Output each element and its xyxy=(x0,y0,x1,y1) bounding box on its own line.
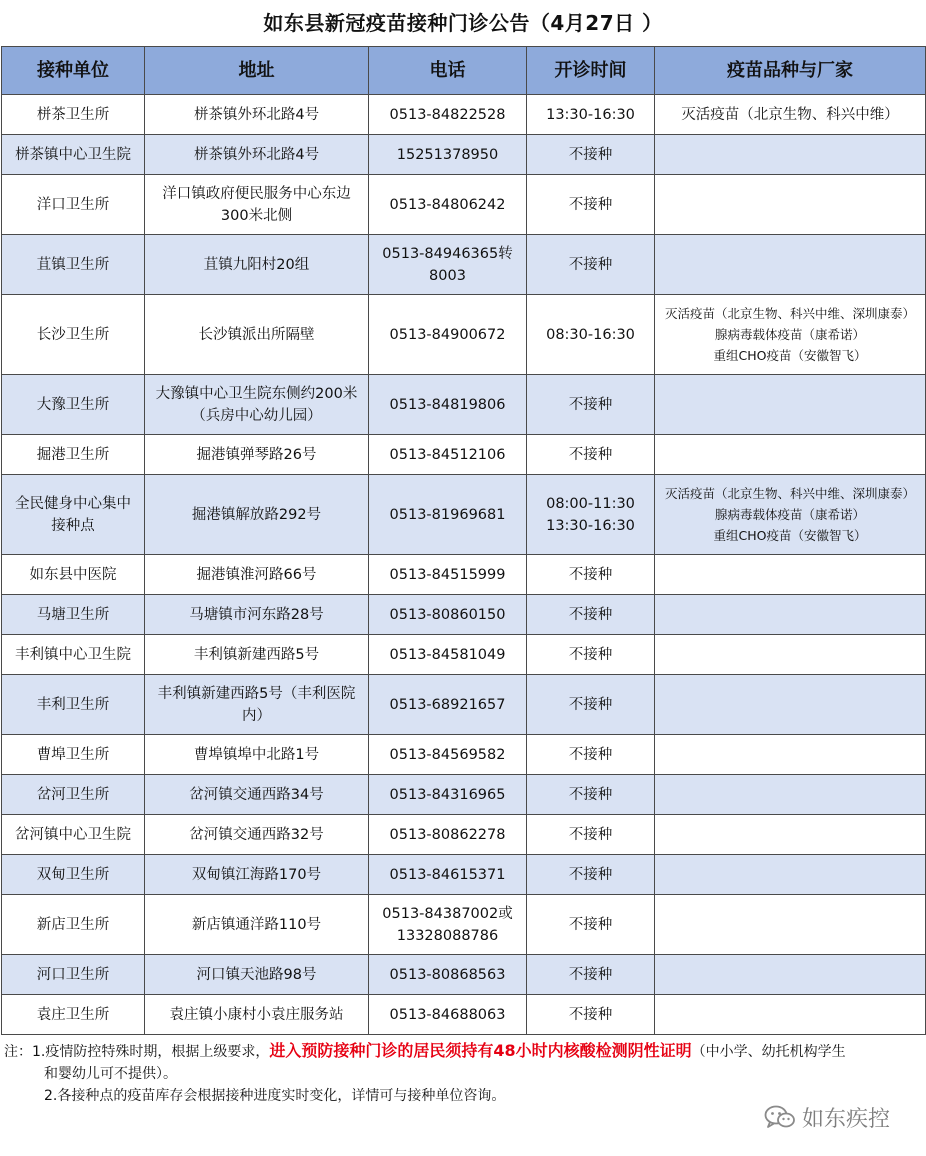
hours-cell xyxy=(527,595,655,635)
phone-cell xyxy=(369,995,527,1035)
vaccine-line: 重组CHO疫苗（安徽智飞） xyxy=(713,528,867,543)
vaccine-line: 腺病毒载体疫苗（康希诺） xyxy=(714,507,865,522)
table-row xyxy=(2,895,926,955)
address-cell xyxy=(145,595,369,635)
unit-line: 接种点 xyxy=(51,517,95,534)
hours-line: 不接种 xyxy=(568,146,613,163)
table-row xyxy=(2,475,926,555)
hours-line: 不接种 xyxy=(568,256,613,273)
address-cell xyxy=(145,235,369,295)
wechat-icon xyxy=(764,1104,796,1130)
vaccine-cell xyxy=(655,375,926,435)
vaccine-cell xyxy=(655,635,926,675)
vaccine-line: 重组CHO疫苗（安徽智飞） xyxy=(713,348,867,363)
table-row xyxy=(2,375,926,435)
hours-line: 不接种 xyxy=(568,786,613,803)
unit-cell xyxy=(2,135,145,175)
unit-cell xyxy=(2,995,145,1035)
account-watermark xyxy=(764,1100,890,1134)
address-cell xyxy=(145,815,369,855)
phone-line: 0513-84581049 xyxy=(389,646,506,663)
unit-cell xyxy=(2,175,145,235)
phone-line: 0513-84688063 xyxy=(389,1006,506,1023)
hours-line: 不接种 xyxy=(568,866,613,883)
unit-line: 丰利镇中心卫生院 xyxy=(15,646,131,663)
unit-line: 苴镇卫生所 xyxy=(36,256,110,273)
phone-line: 0513-84512106 xyxy=(389,446,506,463)
vaccine-line: 灭活疫苗（北京生物、科兴中维、深圳康泰） xyxy=(664,486,915,501)
unit-cell xyxy=(2,635,145,675)
vaccine-cell xyxy=(655,175,926,235)
table-header-row xyxy=(2,47,926,95)
phone-line: 0513-84515999 xyxy=(389,566,506,583)
vaccine-cell xyxy=(655,855,926,895)
vaccine-cell xyxy=(655,135,926,175)
address-line: 大豫镇中心卫生院东侧约200米 xyxy=(155,385,358,402)
phone-line: 0513-84946365转 xyxy=(382,245,513,262)
phone-line: 0513-68921657 xyxy=(389,696,506,713)
hours-cell xyxy=(527,635,655,675)
hours-line: 不接种 xyxy=(568,1006,613,1023)
unit-line: 掘港卫生所 xyxy=(36,446,110,463)
table-row xyxy=(2,95,926,135)
vaccination-clinic-table xyxy=(1,46,926,1035)
unit-cell xyxy=(2,555,145,595)
vaccine-cell xyxy=(655,775,926,815)
table-row xyxy=(2,635,926,675)
address-line: 长沙镇派出所隔壁 xyxy=(198,326,315,343)
phone-cell xyxy=(369,295,527,375)
address-line: （兵房中心幼儿园） xyxy=(191,407,322,424)
page-title: 如东县新冠疫苗接种门诊公告（4月27日 ） xyxy=(263,11,663,35)
hours-cell xyxy=(527,675,655,735)
phone-line: 0513-84822528 xyxy=(389,106,506,123)
unit-cell xyxy=(2,475,145,555)
vaccine-cell xyxy=(655,675,926,735)
vaccine-cell xyxy=(655,815,926,855)
table-row xyxy=(2,295,926,375)
address-line: 掘港镇淮河路66号 xyxy=(196,566,317,583)
table-row xyxy=(2,735,926,775)
hours-line: 不接种 xyxy=(568,446,613,463)
unit-line: 长沙卫生所 xyxy=(36,326,110,343)
phone-line: 0513-84316965 xyxy=(389,786,506,803)
phone-cell xyxy=(369,435,527,475)
address-line: 300米北侧 xyxy=(220,207,293,224)
hours-line: 08:00-11:30 xyxy=(546,495,635,512)
unit-line: 新店卫生所 xyxy=(36,916,110,933)
unit-line: 河口卫生所 xyxy=(36,966,110,983)
address-line: 河口镇天池路98号 xyxy=(196,966,317,983)
phone-line: 13328088786 xyxy=(396,927,499,944)
address-cell xyxy=(145,895,369,955)
note-1 xyxy=(4,1040,922,1063)
vaccine-line: 灭活疫苗（北京生物、科兴中维、深圳康泰） xyxy=(664,306,915,321)
note-1-cont: 和婴幼儿可不提供）。 xyxy=(44,1066,177,1082)
unit-cell xyxy=(2,955,145,995)
hours-cell xyxy=(527,955,655,995)
hours-line: 不接种 xyxy=(568,606,613,623)
address-cell xyxy=(145,735,369,775)
address-line: 洋口镇政府便民服务中心东边 xyxy=(162,185,351,202)
vaccine-cell xyxy=(655,895,926,955)
table-row xyxy=(2,815,926,855)
unit-cell xyxy=(2,595,145,635)
hours-cell xyxy=(527,135,655,175)
address-line: 袁庄镇小康村小袁庄服务站 xyxy=(169,1006,344,1023)
address-cell xyxy=(145,175,369,235)
vaccine-cell xyxy=(655,955,926,995)
address-cell xyxy=(145,955,369,995)
unit-line: 丰利卫生所 xyxy=(36,696,110,713)
unit-line: 双甸卫生所 xyxy=(36,866,110,883)
hours-cell xyxy=(527,95,655,135)
phone-line: 0513-84819806 xyxy=(389,396,506,413)
address-cell xyxy=(145,995,369,1035)
address-cell xyxy=(145,675,369,735)
phone-cell xyxy=(369,95,527,135)
phone-cell xyxy=(369,895,527,955)
address-cell xyxy=(145,95,369,135)
phone-cell xyxy=(369,375,527,435)
address-cell xyxy=(145,635,369,675)
vaccine-cell xyxy=(655,475,926,555)
address-line: 丰利镇新建西路5号（丰利医院 xyxy=(157,685,356,702)
address-line: 栟茶镇外环北路4号 xyxy=(193,146,320,163)
vaccine-line: 腺病毒载体疫苗（康希诺） xyxy=(714,327,865,342)
unit-cell xyxy=(2,375,145,435)
table-row xyxy=(2,235,926,295)
note-2: 2.各接种点的疫苗库存会根据接种进度实时变化，详情可与接种单位咨询。 xyxy=(44,1088,506,1104)
hours-line: 不接种 xyxy=(568,966,613,983)
hours-cell xyxy=(527,555,655,595)
unit-line: 曹埠卫生所 xyxy=(36,746,110,763)
unit-line: 袁庄卫生所 xyxy=(36,1006,110,1023)
phone-cell xyxy=(369,595,527,635)
table-row xyxy=(2,955,926,995)
phone-cell xyxy=(369,135,527,175)
address-cell xyxy=(145,775,369,815)
hours-line: 不接种 xyxy=(568,196,613,213)
hours-cell xyxy=(527,295,655,375)
unit-cell xyxy=(2,95,145,135)
phone-cell xyxy=(369,475,527,555)
table-row xyxy=(2,855,926,895)
address-line: 丰利镇新建西路5号 xyxy=(193,646,320,663)
vaccine-cell xyxy=(655,95,926,135)
address-cell xyxy=(145,135,369,175)
address-line: 栟茶镇外环北路4号 xyxy=(193,106,320,123)
unit-line: 全民健身中心集中 xyxy=(15,495,131,512)
address-line: 新店镇通洋路110号 xyxy=(191,916,322,933)
address-line: 岔河镇交通西路34号 xyxy=(189,786,324,803)
phone-cell xyxy=(369,775,527,815)
table-body xyxy=(2,95,926,1035)
address-cell xyxy=(145,375,369,435)
unit-cell xyxy=(2,675,145,735)
hours-cell xyxy=(527,775,655,815)
unit-line: 如东县中医院 xyxy=(29,566,117,583)
address-line: 掘港镇解放路292号 xyxy=(191,506,322,523)
hours-line: 13:30-16:30 xyxy=(546,106,635,123)
hours-cell xyxy=(527,855,655,895)
hours-cell xyxy=(527,435,655,475)
table-row xyxy=(2,555,926,595)
hours-cell xyxy=(527,175,655,235)
hours-line: 不接种 xyxy=(568,696,613,713)
vaccine-cell xyxy=(655,595,926,635)
table-row xyxy=(2,995,926,1035)
address-line: 岔河镇交通西路32号 xyxy=(189,826,324,843)
unit-line: 岔河卫生所 xyxy=(36,786,110,803)
phone-cell xyxy=(369,175,527,235)
table-row xyxy=(2,595,926,635)
phone-line: 0513-84900672 xyxy=(389,326,506,343)
header-address: 地址 xyxy=(145,47,369,95)
address-cell xyxy=(145,475,369,555)
hours-cell xyxy=(527,815,655,855)
unit-cell xyxy=(2,295,145,375)
address-cell xyxy=(145,555,369,595)
hours-line: 不接种 xyxy=(568,566,613,583)
unit-cell xyxy=(2,895,145,955)
phone-cell xyxy=(369,955,527,995)
watermark-text: 如东疾控 xyxy=(802,1106,891,1132)
hours-line: 不接种 xyxy=(568,646,613,663)
phone-cell xyxy=(369,815,527,855)
table-row xyxy=(2,775,926,815)
unit-line: 栟茶卫生所 xyxy=(36,106,110,123)
phone-cell xyxy=(369,555,527,595)
hours-cell xyxy=(527,995,655,1035)
hours-line: 不接种 xyxy=(568,826,613,843)
hours-line: 13:30-16:30 xyxy=(546,517,635,534)
unit-cell xyxy=(2,735,145,775)
vaccine-cell xyxy=(655,995,926,1035)
table-row xyxy=(2,435,926,475)
phone-line: 0513-81969681 xyxy=(389,506,506,523)
address-line: 苴镇九阳村20组 xyxy=(203,256,310,273)
address-line: 掘港镇弹琴路26号 xyxy=(196,446,317,463)
phone-line: 0513-84569582 xyxy=(389,746,506,763)
unit-line: 洋口卫生所 xyxy=(36,196,110,213)
unit-line: 大豫卫生所 xyxy=(36,396,110,413)
phone-cell xyxy=(369,235,527,295)
table-row xyxy=(2,675,926,735)
phone-line: 0513-80860150 xyxy=(389,606,506,623)
phone-cell xyxy=(369,855,527,895)
hours-cell xyxy=(527,735,655,775)
phone-line: 8003 xyxy=(429,267,466,284)
vaccine-cell xyxy=(655,555,926,595)
unit-cell xyxy=(2,435,145,475)
table-row xyxy=(2,135,926,175)
phone-cell xyxy=(369,675,527,735)
address-line: 曹埠镇埠中北路1号 xyxy=(193,746,320,763)
address-cell xyxy=(145,855,369,895)
unit-cell xyxy=(2,815,145,855)
unit-line: 马塘卫生所 xyxy=(36,606,110,623)
note-1-prefix: 注：1.疫情防控特殊时期，根据上级要求， xyxy=(4,1044,270,1060)
vaccine-cell xyxy=(655,295,926,375)
hours-cell xyxy=(527,375,655,435)
address-cell xyxy=(145,295,369,375)
hours-cell xyxy=(527,475,655,555)
note-1-highlight: 进入预防接种门诊的居民须持有48小时内核酸检测阴性证明 xyxy=(269,1041,692,1060)
unit-line: 岔河镇中心卫生院 xyxy=(15,826,131,843)
header-unit: 接种单位 xyxy=(2,47,145,95)
hours-line: 不接种 xyxy=(568,396,613,413)
phone-cell xyxy=(369,735,527,775)
hours-line: 不接种 xyxy=(568,916,613,933)
vaccine-cell xyxy=(655,735,926,775)
hours-cell xyxy=(527,235,655,295)
address-line: 双甸镇江海路170号 xyxy=(191,866,322,883)
vaccine-cell xyxy=(655,435,926,475)
vaccine-cell xyxy=(655,235,926,295)
address-cell xyxy=(145,435,369,475)
header-vaccine: 疫苗品种与厂家 xyxy=(655,47,926,95)
phone-cell xyxy=(369,635,527,675)
vaccine-line: 灭活疫苗（北京生物、科兴中维） xyxy=(681,106,899,123)
hours-cell xyxy=(527,895,655,955)
address-line: 马塘镇市河东路28号 xyxy=(189,606,324,623)
phone-line: 0513-84806242 xyxy=(389,196,506,213)
unit-cell xyxy=(2,235,145,295)
hours-line: 08:30-16:30 xyxy=(546,326,635,343)
unit-cell xyxy=(2,775,145,815)
hours-line: 不接种 xyxy=(568,746,613,763)
phone-line: 0513-84387002或 xyxy=(382,905,513,922)
phone-line: 0513-80862278 xyxy=(389,826,506,843)
phone-line: 0513-80868563 xyxy=(389,966,506,983)
header-phone: 电话 xyxy=(369,47,527,95)
header-hours: 开诊时间 xyxy=(527,47,655,95)
notes xyxy=(4,1040,922,1107)
unit-cell xyxy=(2,855,145,895)
phone-line: 15251378950 xyxy=(396,146,499,163)
unit-line: 栟茶镇中心卫生院 xyxy=(15,146,131,163)
phone-line: 0513-84615371 xyxy=(389,866,506,883)
address-line: 内） xyxy=(242,707,271,724)
note-1-suffix: （中小学、幼托机构学生 xyxy=(691,1044,846,1060)
table-row xyxy=(2,175,926,235)
